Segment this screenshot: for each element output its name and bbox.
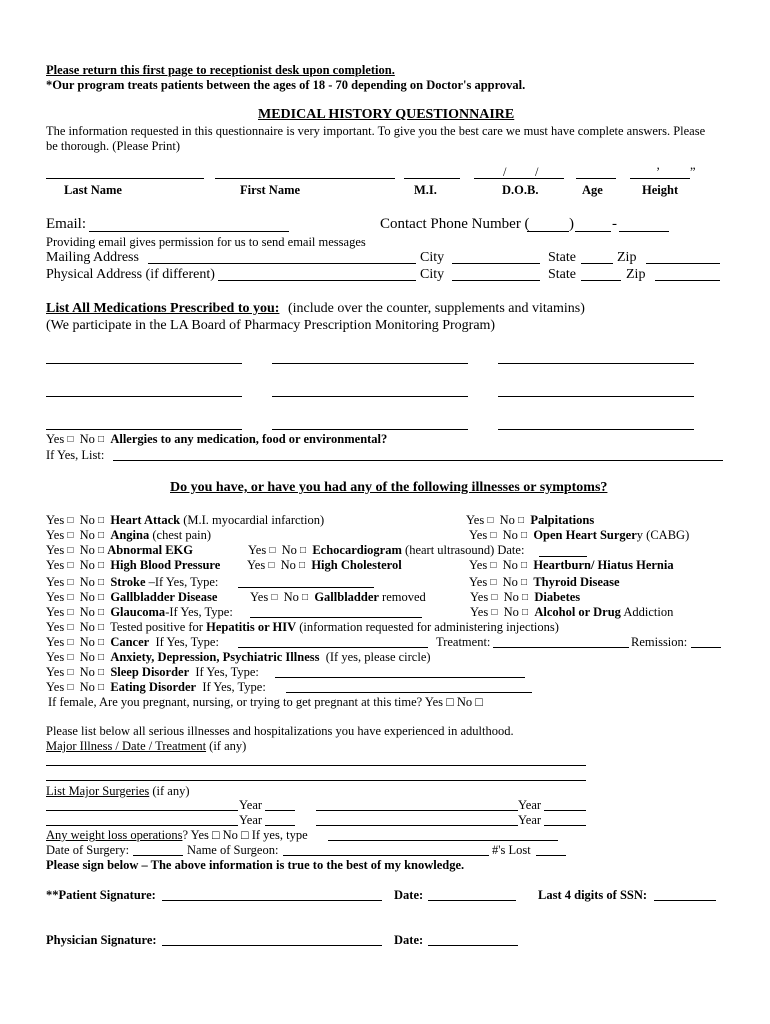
- allergies-if-yes-label: If Yes, List:: [46, 448, 105, 462]
- mailing-zip-label: Zip: [617, 250, 637, 265]
- patient-signature-label: **Patient Signature:: [46, 888, 156, 902]
- illness-row-ekg: Yes □ No □ Abnormal EKG: [46, 543, 193, 557]
- phone-label: Contact Phone Number (: [380, 216, 530, 232]
- lbs-lost-field[interactable]: [536, 855, 566, 856]
- mi-label: M.I.: [414, 183, 437, 197]
- physical-zip-field[interactable]: [655, 280, 720, 281]
- surgery-year-field[interactable]: [265, 810, 295, 811]
- checkbox[interactable]: □: [521, 530, 528, 541]
- physical-city-field[interactable]: [452, 280, 540, 281]
- sleep-type-field[interactable]: [275, 677, 525, 678]
- phone-close: ): [569, 216, 574, 232]
- mailing-city-label: City: [420, 250, 445, 265]
- checkbox[interactable]: □: [98, 637, 105, 648]
- surgery-year-label: Year: [518, 798, 542, 812]
- return-note: Please return this first page to receptionist desk upon completion.: [46, 63, 395, 77]
- height-feet-mark: ’: [656, 165, 661, 179]
- dob-label: D.O.B.: [502, 183, 539, 197]
- remission-field[interactable]: [691, 647, 721, 648]
- intro-line-2: be thorough. (Please Print): [46, 139, 181, 153]
- checkbox[interactable]: □: [271, 592, 278, 603]
- surgery-line[interactable]: [46, 810, 238, 811]
- checkbox[interactable]: □: [67, 530, 74, 541]
- checkbox[interactable]: □: [98, 530, 105, 541]
- medications-note: (We participate in the LA Board of Pharmacy Prescription Monitoring Program): [46, 318, 496, 333]
- female-question: If female, Are you pregnant, nursing, or trying to get pregnant at this time? Yes □ No □: [48, 695, 483, 709]
- mailing-address-label: Mailing Address: [46, 250, 139, 265]
- weight-loss-row: Any weight loss operations? Yes □ No □ If yes, type: [46, 828, 308, 842]
- checkbox[interactable]: □: [67, 545, 74, 556]
- major-illness-line[interactable]: [46, 765, 586, 766]
- first-name-field[interactable]: [215, 178, 395, 179]
- medication-line[interactable]: [498, 429, 694, 430]
- checkbox[interactable]: □: [491, 607, 498, 618]
- physical-address-label: Physical Address (if different): [46, 267, 215, 282]
- checkbox[interactable]: □: [98, 515, 105, 526]
- checkbox[interactable]: □: [490, 530, 497, 541]
- checkbox[interactable]: □: [98, 592, 105, 603]
- surgery-year-label: Year: [239, 813, 263, 827]
- checkbox[interactable]: □: [491, 592, 498, 603]
- checkbox[interactable]: □: [67, 682, 74, 693]
- medication-line[interactable]: [46, 396, 242, 397]
- mi-field[interactable]: [404, 178, 460, 179]
- checkbox[interactable]: □: [98, 622, 105, 633]
- illness-row-palpitations: Yes □ No □ Palpitations: [466, 513, 595, 527]
- surgeon-field[interactable]: [283, 855, 489, 856]
- allergies-list-field[interactable]: [113, 460, 723, 461]
- sign-note: Please sign below – The above information is true to the best of my knowledge.: [46, 858, 465, 872]
- checkbox[interactable]: □: [67, 607, 74, 618]
- checkbox[interactable]: □: [518, 515, 525, 526]
- email-field[interactable]: [89, 231, 289, 232]
- checkbox[interactable]: □: [98, 434, 105, 445]
- no-label: No: [79, 432, 95, 446]
- surgery-line[interactable]: [316, 810, 518, 811]
- medication-line[interactable]: [498, 396, 694, 397]
- illness-row-echo: Yes □ No □ Echocardiogram (heart ultrasound) Date:: [248, 543, 525, 557]
- checkbox[interactable]: □: [490, 577, 497, 588]
- illness-row-thyroid: Yes □ No □ Thyroid Disease: [469, 575, 620, 589]
- page-title: MEDICAL HISTORY QUESTIONNAIRE: [258, 107, 515, 122]
- surgeries-label: List Major Surgeries (if any): [46, 784, 190, 798]
- dob-field[interactable]: [474, 178, 564, 179]
- checkbox[interactable]: □: [98, 560, 105, 571]
- checkbox[interactable]: □: [67, 592, 74, 603]
- illness-row-cancer: Yes □ No □ Cancer If Yes, Type:: [46, 635, 219, 649]
- checkbox[interactable]: □: [67, 515, 74, 526]
- checkbox[interactable]: □: [98, 652, 105, 663]
- medications-heading-note: (include over the counter, supplements and vitamins): [288, 301, 585, 316]
- age-field[interactable]: [576, 178, 616, 179]
- illness-row-cholesterol: Yes □ No □ High Cholesterol: [247, 558, 402, 572]
- illness-row-hepatitis: Yes □ No □ Tested positive for Hepatitis or HIV (information requested for administering injections): [46, 620, 559, 634]
- checkbox[interactable]: □: [98, 682, 105, 693]
- surgeon-label: Name of Surgeon:: [187, 843, 279, 857]
- ssn-label: Last 4 digits of SSN:: [538, 888, 648, 902]
- ssn-field[interactable]: [654, 900, 716, 901]
- illness-row-glaucoma: Yes □ No □ Glaucoma-If Yes, Type:: [46, 605, 233, 619]
- illness-row-hbp: Yes □ No □ High Blood Pressure: [46, 558, 221, 572]
- major-illness-label: Major Illness / Date / Treatment (if any): [46, 739, 247, 753]
- stroke-type-field[interactable]: [238, 587, 374, 588]
- allergies-question: Allergies to any medication, food or environmental?: [110, 432, 388, 446]
- checkbox[interactable]: □: [522, 592, 529, 603]
- medication-line[interactable]: [46, 363, 242, 364]
- eating-type-field[interactable]: [286, 692, 532, 693]
- checkbox[interactable]: □: [487, 515, 494, 526]
- surgery-line[interactable]: [316, 825, 518, 826]
- weight-loss-type-field[interactable]: [328, 840, 558, 841]
- surgery-year-label: Year: [518, 813, 542, 827]
- last-name-label: Last Name: [64, 183, 122, 197]
- checkbox[interactable]: □: [67, 622, 74, 633]
- checkbox[interactable]: □: [98, 577, 105, 588]
- illness-row-stroke: Yes □ No □ Stroke –If Yes, Type:: [46, 575, 219, 589]
- dob-slash-1: /: [503, 165, 507, 179]
- last-name-field[interactable]: [46, 178, 204, 179]
- checkbox[interactable]: □: [67, 652, 74, 663]
- illness-list-note: Please list below all serious illnesses and hospitalizations you have experienced in adulthood.: [46, 724, 514, 738]
- physician-date-field[interactable]: [428, 945, 518, 946]
- medication-line[interactable]: [46, 429, 242, 430]
- height-label: Height: [642, 183, 679, 197]
- phone-dash: -: [612, 216, 617, 232]
- medication-line[interactable]: [272, 363, 468, 364]
- dob-slash-2: /: [535, 165, 539, 179]
- phone-area-field[interactable]: [527, 231, 569, 232]
- illness-row-angina: Yes □ No □ Angina (chest pain): [46, 528, 212, 542]
- remission-label: Remission:: [631, 635, 688, 649]
- checkbox[interactable]: □: [98, 667, 105, 678]
- checkbox[interactable]: □: [67, 434, 74, 445]
- intro-line-1: The information requested in this questionnaire is very important. To give you the best care we must have complete answers. Please: [46, 124, 706, 138]
- mailing-state-label: State: [548, 250, 576, 265]
- checkbox[interactable]: □: [268, 560, 275, 571]
- physical-zip-label: Zip: [626, 267, 646, 282]
- email-label: Email:: [46, 216, 86, 232]
- surgery-line[interactable]: [46, 825, 238, 826]
- allergies-row: [46, 433, 387, 446]
- checkbox[interactable]: □: [67, 577, 74, 588]
- phone-prefix-field[interactable]: [575, 231, 611, 232]
- phone-line-field[interactable]: [619, 231, 669, 232]
- illness-row-open-heart: Yes □ No □ Open Heart Surgery (CABG): [469, 528, 690, 542]
- medications-heading: List All Medications Prescribed to you:: [46, 301, 280, 316]
- date-surgery-field[interactable]: [133, 855, 183, 856]
- checkbox[interactable]: □: [67, 667, 74, 678]
- medication-line[interactable]: [272, 429, 468, 430]
- first-name-label: First Name: [240, 183, 301, 197]
- physical-city-label: City: [420, 267, 445, 282]
- patient-signature-field[interactable]: [162, 900, 382, 901]
- illness-row-diabetes: Yes □ No □ Diabetes: [470, 590, 581, 604]
- checkbox[interactable]: □: [299, 560, 306, 571]
- mailing-address-field[interactable]: [148, 263, 416, 264]
- lbs-lost-label: #'s Lost: [492, 843, 531, 857]
- age-note: *Our program treats patients between the ages of 18 - 70 depending on Doctor's approval.: [46, 78, 526, 92]
- yes-label: Yes: [46, 432, 65, 446]
- treatment-label: Treatment:: [436, 635, 491, 649]
- physician-signature-label: Physician Signature:: [46, 933, 157, 947]
- height-inch-mark: ”: [690, 165, 696, 179]
- checkbox[interactable]: □: [521, 560, 528, 571]
- checkbox[interactable]: □: [522, 607, 529, 618]
- illness-row-heart-attack: Yes □ No □ Heart Attack (M.I. myocardial infarction): [46, 513, 325, 527]
- major-illness-line[interactable]: [46, 780, 586, 781]
- surgery-year-field[interactable]: [265, 825, 295, 826]
- checkbox[interactable]: □: [67, 560, 74, 571]
- surgery-year-field[interactable]: [544, 810, 586, 811]
- cancer-type-field[interactable]: [238, 647, 428, 648]
- physical-state-label: State: [548, 267, 576, 282]
- checkbox[interactable]: □: [269, 545, 276, 556]
- email-note: Providing email gives permission for us to send email messages: [46, 235, 366, 249]
- mailing-state-field[interactable]: [581, 263, 613, 264]
- illness-row-eating: Yes □ No □ Eating Disorder If Yes, Type:: [46, 680, 266, 694]
- physical-state-field[interactable]: [581, 280, 621, 281]
- surgery-year-label: Year: [239, 798, 263, 812]
- patient-date-field[interactable]: [428, 900, 516, 901]
- checkbox[interactable]: □: [490, 560, 497, 571]
- patient-date-label: Date:: [394, 888, 424, 902]
- illness-row-heartburn: Yes □ No □ Heartburn/ Hiatus Hernia: [469, 558, 674, 572]
- mailing-city-field[interactable]: [452, 263, 540, 264]
- medication-line[interactable]: [498, 363, 694, 364]
- checkbox[interactable]: □: [67, 637, 74, 648]
- physician-signature-field[interactable]: [162, 945, 382, 946]
- checkbox[interactable]: □: [521, 577, 528, 588]
- checkbox[interactable]: □: [302, 592, 309, 603]
- checkbox[interactable]: □: [300, 545, 307, 556]
- illness-row-alcohol: Yes □ No □ Alcohol or Drug Addiction: [470, 605, 674, 619]
- age-label: Age: [582, 183, 603, 197]
- treatment-field[interactable]: [493, 647, 629, 648]
- physician-date-label: Date:: [394, 933, 424, 947]
- illness-heading: Do you have, or have you had any of the following illnesses or symptoms?: [170, 480, 608, 495]
- medication-line[interactable]: [272, 396, 468, 397]
- physical-address-field[interactable]: [218, 280, 416, 281]
- date-surgery-label: Date of Surgery:: [46, 843, 130, 857]
- echo-date-field[interactable]: [539, 556, 587, 557]
- checkbox[interactable]: □: [98, 545, 105, 556]
- illness-row-gallbladder-removed: Yes □ No □ Gallbladder removed: [250, 590, 426, 604]
- surgery-year-field[interactable]: [544, 825, 586, 826]
- illness-row-sleep: Yes □ No □ Sleep Disorder If Yes, Type:: [46, 665, 259, 679]
- checkbox[interactable]: □: [98, 607, 105, 618]
- illness-row-gallbladder-disease: Yes □ No □ Gallbladder Disease: [46, 590, 218, 604]
- illness-row-anxiety: Yes □ No □ Anxiety, Depression, Psychiatric Illness (If yes, please circle): [46, 650, 431, 664]
- mailing-zip-field[interactable]: [646, 263, 720, 264]
- glaucoma-type-field[interactable]: [250, 617, 422, 618]
